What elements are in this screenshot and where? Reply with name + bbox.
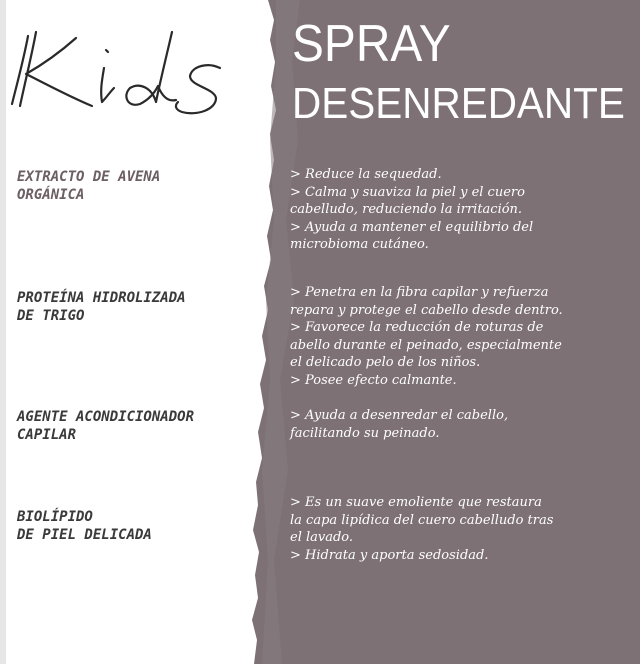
ingredient-name-biolipido: BIOLÍPIDO DE PIEL DELICADA: [17, 509, 152, 543]
product-title-line2: DESENREDANTE: [292, 79, 625, 128]
description-line: > Penetra en la fibra capilar y refuerza: [290, 285, 549, 300]
ingredient-description-avena: [290, 166, 620, 254]
ingredient-name-avena: EXTRACTO DE AVENA ORGÁNICA: [17, 169, 161, 203]
description-line: > Ayuda a mantener el equilibrio del: [290, 219, 534, 235]
description-line: abello durante el peinado, especialmente: [290, 337, 562, 353]
description-line: facilitando su peinado.: [290, 425, 440, 441]
description-line: el lavado.: [290, 530, 354, 546]
description-line: > Favorece la reducción de roturas de: [290, 320, 544, 336]
description-line: cabelludo, reduciendo la irritación.: [290, 202, 523, 218]
ingredient-description-acondicionador: [290, 407, 620, 442]
description-line: > Posee efecto calmante.: [290, 372, 457, 388]
description-line: > Reduce la sequedad.: [290, 167, 442, 182]
description-line: > Hidrata y aporta sedosidad.: [290, 547, 489, 563]
description-line: > Ayuda a desenredar el cabello,: [290, 408, 509, 423]
description-line: la capa lipídica del cuero cabelludo tras: [290, 512, 554, 528]
description-line: > Es un suave emoliente que restaura: [290, 495, 542, 510]
description-line: microbioma cutáneo.: [290, 237, 429, 253]
ingredient-name-proteina: PROTEÍNA HIDROLIZADA DE TRIGO: [17, 290, 186, 324]
description-line: > Calma y suaviza la piel y el cuero: [290, 184, 525, 200]
ingredient-description-proteina: [290, 284, 620, 390]
ingredient-name-acondicionador: AGENTE ACONDICIONADOR CAPILAR: [17, 409, 195, 443]
product-title-line1: SPRAY: [292, 15, 451, 73]
ingredient-description-biolipido: [290, 494, 620, 564]
description-line: el delicado pelo de los niños.: [290, 355, 481, 371]
kids-logo: [6, 18, 236, 122]
description-line: repara y protege el cabello desde dentro.: [290, 302, 563, 318]
